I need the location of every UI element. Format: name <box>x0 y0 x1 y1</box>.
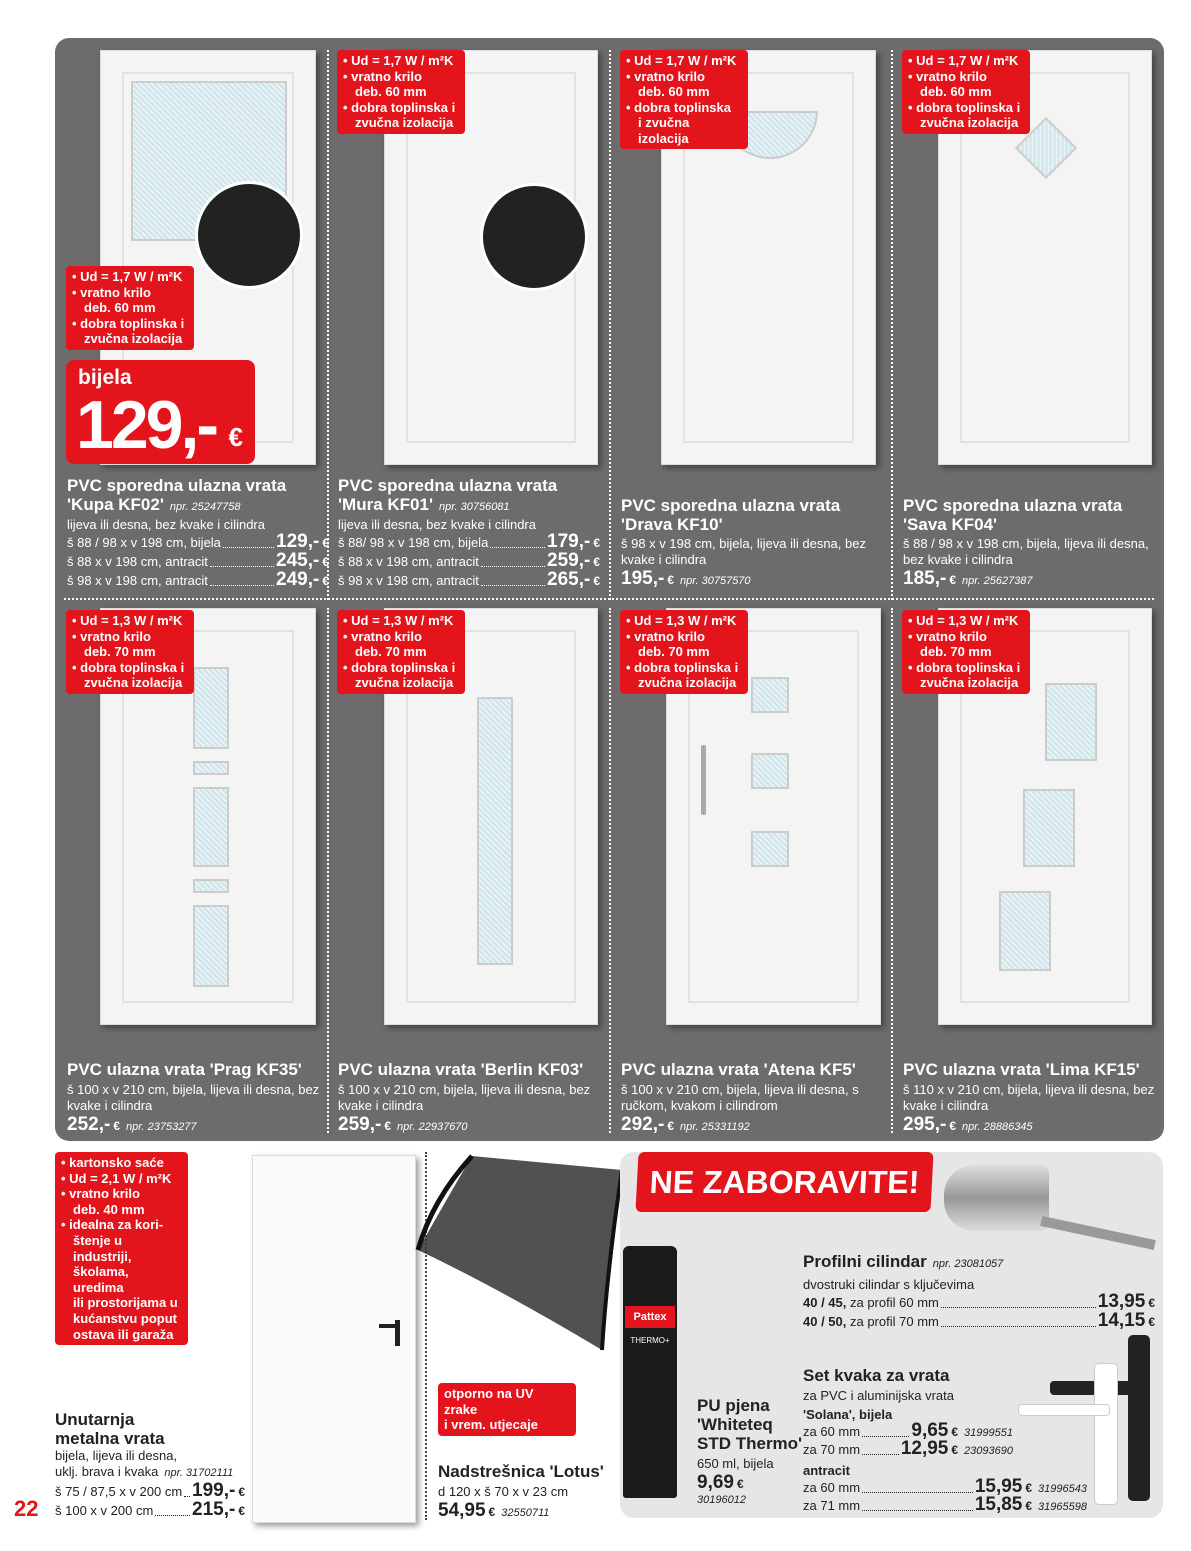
product-desc: š 110 x v 210 cm, bijela, lijeva ili desna, bez kvake i cilindra <box>903 1082 1155 1113</box>
product-title: PVC sporedna ulazna vrata <box>67 476 287 495</box>
price: 195,- <box>621 568 665 589</box>
price-row: š 88 x v 198 cm, antracit 259,- € <box>338 550 600 571</box>
price-row: 40 / 50, za profil 70 mm 14,15 € <box>803 1310 1155 1331</box>
product-title: PVC ulazna vrata 'Lima KF15' <box>903 1060 1140 1079</box>
spec-badge: • Ud = 1,3 W / m²K • vratno krilo deb. 70 mm • dobra toplinska i zvučna izolacija <box>902 610 1030 694</box>
product-model: 'Drava KF10' <box>621 515 723 534</box>
price-row: š 100 x v 200 cm 215,- € <box>55 1499 245 1520</box>
product-cylinder <box>803 1252 1155 1331</box>
uv-badge: otporno na UV zrake i vrem. utjecaje <box>438 1383 576 1436</box>
metal-door-prices <box>55 1482 245 1520</box>
product-title: metalna vrata <box>55 1429 165 1448</box>
item-number: npr. 22937670 <box>397 1121 468 1133</box>
door-handle-bar <box>701 745 706 815</box>
price-row: 40 / 45, za profil 60 mm 13,95 € <box>803 1291 1155 1312</box>
item-number: npr. 23081057 <box>932 1258 1004 1270</box>
product-title: PVC ulazna vrata 'Prag KF35' <box>67 1060 302 1079</box>
divider <box>891 608 893 1133</box>
product-desc: š 100 x v 210 cm, bijela, lijeva ili desna, bez kvake i cilindra <box>67 1082 320 1113</box>
price-row: za 60 mm 15,95 € 31996543 <box>803 1476 1087 1497</box>
price-row: š 98 x v 198 cm, antracit 249,- € <box>67 569 329 590</box>
product-title: Nadstrešnica 'Lotus' <box>438 1462 604 1481</box>
product-desc: š 100 x v 210 cm, bijela, lijeva ili desna, s ručkom, kvakom i cilindrom <box>621 1082 859 1113</box>
featured-price: 129,- <box>76 387 216 463</box>
item-number: npr. 30757570 <box>680 575 751 587</box>
divider <box>327 608 329 1133</box>
product-canopy: Nadstrešnica 'Lotus' d 120 x š 70 x v 23 cm 54,95 € 32550711 <box>438 1462 618 1522</box>
page-number: 22 <box>14 1496 39 1521</box>
item-number: npr. 25627387 <box>962 575 1033 587</box>
product-desc: lijeva ili desna, bez kvake i cilindra <box>67 517 265 532</box>
product-desc: š 98 x v 198 cm, bijela, lijeva ili desna, bez kvake i cilindra <box>621 536 866 567</box>
item-number: npr. 28886345 <box>962 1121 1033 1133</box>
product-desc: dvostruki cilindar s ključevima <box>803 1277 975 1292</box>
featured-color-label: bijela <box>78 366 132 389</box>
product-title: PVC sporedna ulazna vrata <box>621 496 841 515</box>
product-desc: bijela, lijeva ili desna, <box>55 1448 178 1463</box>
price-row: za 60 mm 9,65 € 31999551 <box>803 1420 1013 1441</box>
product-handle-set <box>803 1366 1093 1515</box>
item-number: npr. 31702111 <box>164 1467 234 1479</box>
product-title: PU pjena <box>697 1396 770 1415</box>
product-title: PVC ulazna vrata 'Berlin KF03' <box>338 1060 584 1079</box>
product-title: Profilni cilindar <box>803 1252 927 1271</box>
spec-badge: • Ud = 1,7 W / m²K • vratno krilo deb. 60 mm • dobra toplinska i zvučna izolacija <box>620 50 748 149</box>
product-desc: lijeva ili desna, bez kvake i cilindra <box>338 517 536 532</box>
spec-badge: • Ud = 1,7 W / m²K • vratno krilo deb. 60 mm • dobra toplinska i zvučna izolacija <box>337 50 465 134</box>
product-model: 'Mura KF01' <box>338 495 433 514</box>
product-foam: PU pjena 'Whiteteq STD Thermo' 650 ml, bijela 9,69 € 30196012 <box>697 1396 807 1506</box>
anthracite-swatch <box>195 181 303 289</box>
item-number: npr. 25331192 <box>680 1121 750 1133</box>
reminder-banner: NE ZABORAVITE! <box>635 1152 933 1212</box>
price: 259,- <box>338 1114 382 1135</box>
canopy-image <box>412 1150 630 1360</box>
spec-badge: • Ud = 1,3 W / m²K • vratno krilo deb. 70 mm • dobra toplinska i zvučna izolacija <box>337 610 465 694</box>
foam-can-image: Pattex THERMO+ <box>623 1246 677 1498</box>
featured-currency: € <box>228 422 243 452</box>
product-title: PVC sporedna ulazna vrata <box>903 496 1123 515</box>
white-handle-image <box>1094 1363 1118 1505</box>
price-row: š 75 / 87,5 x v 200 cm 199,- € <box>55 1480 245 1501</box>
price: 252,- <box>67 1114 111 1135</box>
price: 292,- <box>621 1114 665 1135</box>
price-row: š 88 x v 198 cm, antracit 245,- € <box>67 550 329 571</box>
anthracite-handle-image <box>1128 1335 1150 1501</box>
divider <box>609 50 611 600</box>
spec-badge: • kartonsko saće • Ud = 2,1 W / m²K • vratno krilo deb. 40 mm • idealna za kori- štenje u industriji, školama, uredima ili prostorijama u kućanstvu poput ostava ili garaža <box>55 1152 188 1345</box>
metal-door-image <box>252 1155 416 1523</box>
variant-label: 'Solana', bijela <box>803 1407 893 1422</box>
price: 54,95 <box>438 1500 486 1521</box>
product-model: 'Sava KF04' <box>903 515 998 534</box>
price-row: š 98 x v 198 cm, antracit 265,- € <box>338 569 600 590</box>
price-row: za 71 mm 15,85 € 31965598 <box>803 1494 1087 1515</box>
spec-badge: • Ud = 1,3 W / m²K • vratno krilo deb. 70 mm • dobra toplinska i zvučna izolacija <box>66 610 194 694</box>
divider <box>609 608 611 1133</box>
spec-badge: • Ud = 1,7 W / m²K • vratno krilo deb. 60 mm • dobra toplinska i zvučna izolacija <box>902 50 1030 134</box>
spec-badge: • Ud = 1,3 W / m²K • vratno krilo deb. 70 mm • dobra toplinska i zvučna izolacija <box>620 610 748 694</box>
divider <box>891 50 893 600</box>
product-metal-door: Unutarnja metalna vrata bijela, lijeva ili desna, uklj. brava i kvaka npr. 31702111 <box>55 1410 255 1481</box>
product-model: 'Kupa KF02' <box>67 495 164 514</box>
spec-badge: • Ud = 1,7 W / m²K • vratno krilo deb. 60 mm • dobra toplinska i zvučna izolacija <box>66 266 194 350</box>
product-desc: š 88 / 98 x v 198 cm, bijela, lijeva ili desna, bez kvake i cilindra <box>903 536 1149 567</box>
product-title: Unutarnja <box>55 1410 135 1429</box>
price: 295,- <box>903 1114 947 1135</box>
price-row: za 70 mm 12,95 € 23093690 <box>803 1438 1013 1459</box>
cylinder-lock-image <box>944 1165 1049 1231</box>
product-desc: š 100 x v 210 cm, bijela, lijeva ili desna, bez kvake i cilindra <box>338 1082 591 1113</box>
item-number: 30196012 <box>697 1494 746 1506</box>
product-title: PVC ulazna vrata 'Atena KF5' <box>621 1060 856 1079</box>
product-desc: d 120 x š 70 x v 23 cm <box>438 1484 569 1499</box>
product-desc: za PVC i aluminijska vrata <box>803 1388 954 1403</box>
featured-price-box <box>66 360 255 464</box>
price-row: š 88 / 98 x v 198 cm, bijela 129,- € <box>67 531 329 552</box>
variant-label: antracit <box>803 1463 850 1478</box>
item-number: 32550711 <box>501 1507 550 1519</box>
product-desc: 650 ml, bijela <box>697 1456 774 1471</box>
item-number: npr. 23753277 <box>126 1121 197 1133</box>
divider <box>64 598 1154 600</box>
price-row: š 88/ 98 x v 198 cm, bijela 179,- € <box>338 531 600 552</box>
anthracite-swatch <box>480 183 588 291</box>
product-title: PVC sporedna ulazna vrata <box>338 476 558 495</box>
item-number: npr. 25247758 <box>169 501 241 513</box>
price: 9,69 <box>697 1472 734 1493</box>
item-number: npr. 30756081 <box>439 501 510 513</box>
product-title: Set kvaka za vrata <box>803 1366 950 1385</box>
price: 185,- <box>903 568 947 589</box>
